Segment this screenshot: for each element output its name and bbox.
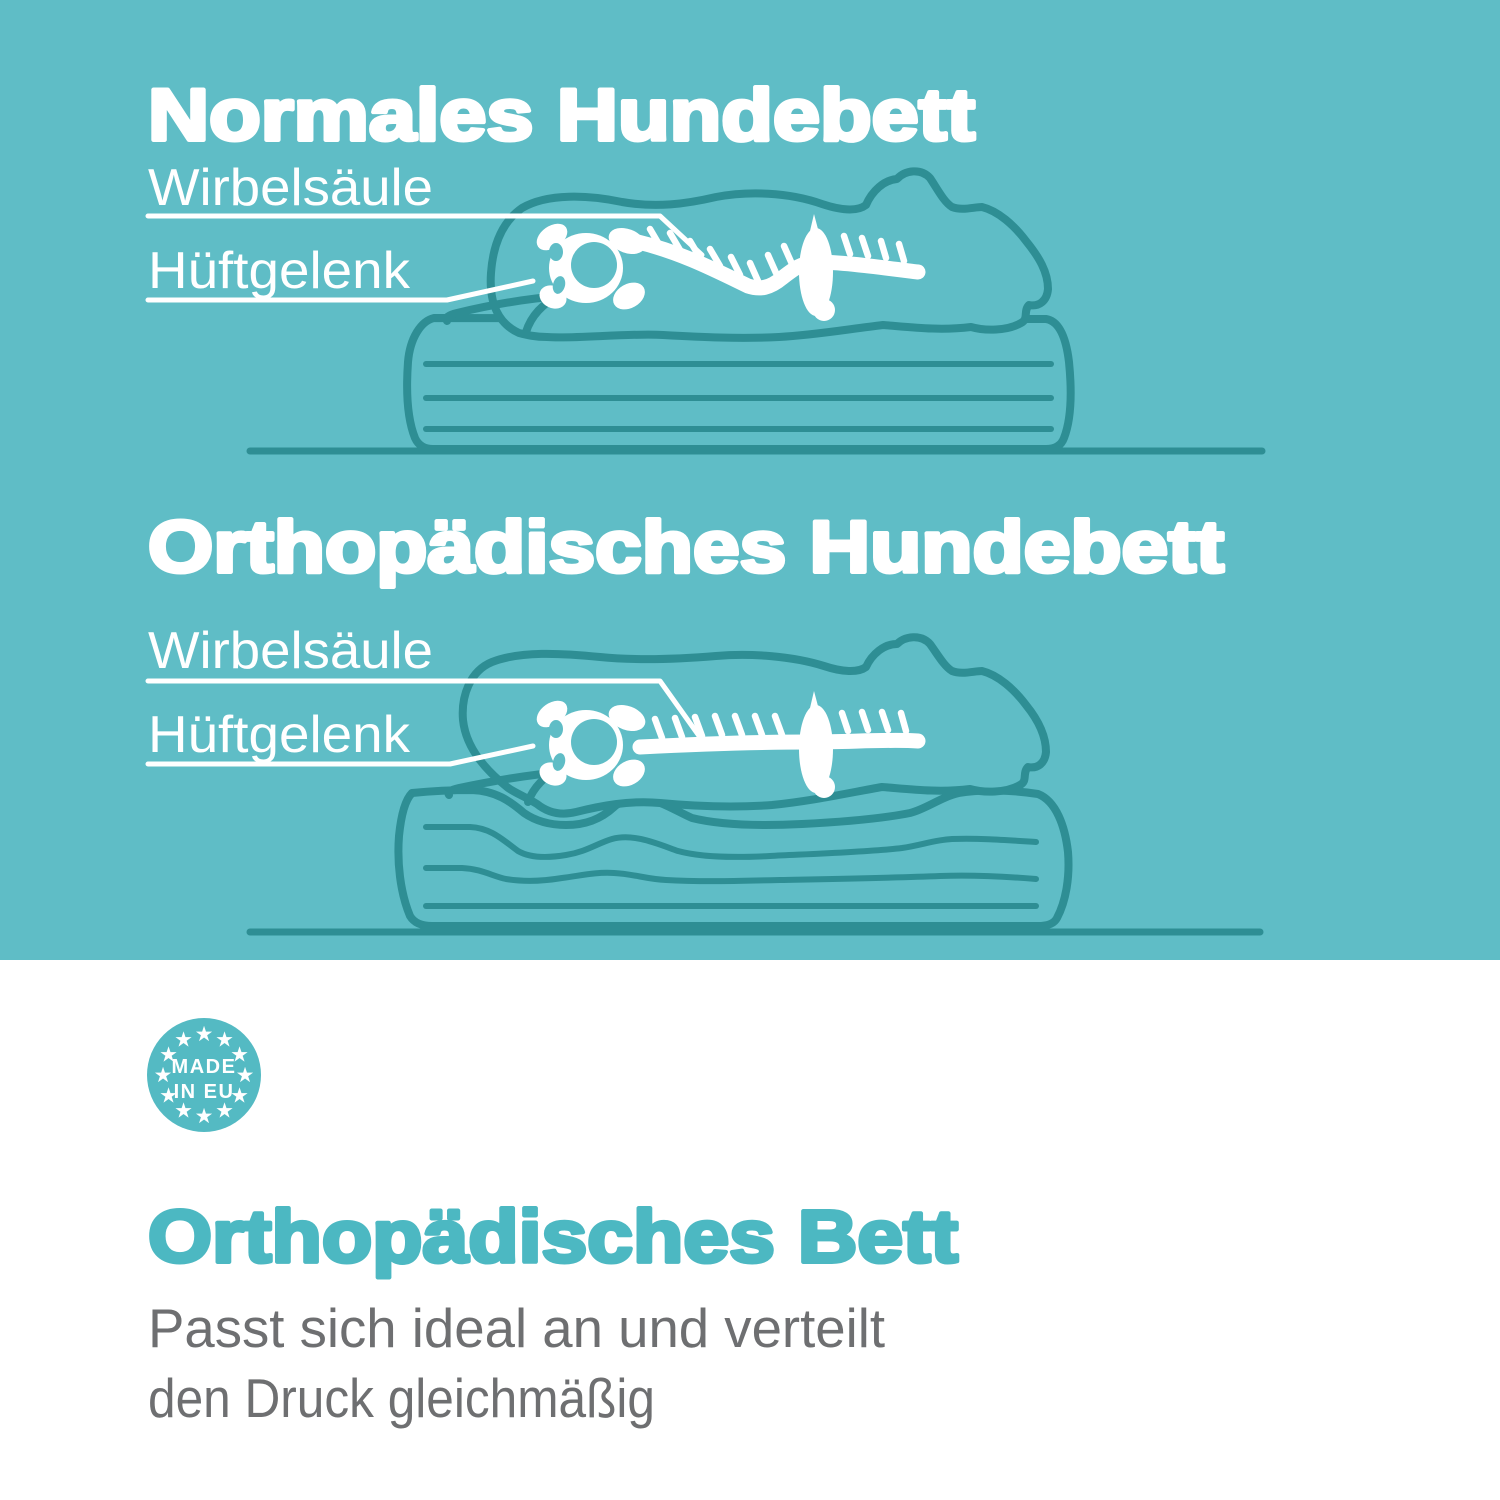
- star-icon: ★: [215, 1027, 234, 1052]
- spine-label-normal: Wirbelsäule: [148, 159, 433, 217]
- star-icon: ★: [153, 1063, 173, 1087]
- star-icon: ★: [159, 1083, 178, 1108]
- star-icon: ★: [159, 1042, 178, 1067]
- star-icon: ★: [174, 1098, 193, 1123]
- badge-text-line1: MADE: [171, 1056, 237, 1078]
- star-icon: ★: [174, 1027, 193, 1052]
- spine-bone: [640, 740, 918, 747]
- footer-description-line-1: Passt sich ideal an und verteilt: [148, 1297, 885, 1359]
- made-in-eu-badge: [147, 1018, 261, 1132]
- star-icon: ★: [230, 1042, 249, 1067]
- footer-description-line-2: den Druck gleichmäßig: [148, 1367, 655, 1429]
- star-icon: ★: [230, 1083, 249, 1108]
- badge-text-line2: IN EU: [173, 1081, 235, 1103]
- spine-label-ortho: Wirbelsäule: [148, 622, 433, 680]
- footer-title: Orthopädisches Bett: [148, 1195, 959, 1278]
- hip-label-ortho: Hüftgelenk: [148, 706, 412, 764]
- star-icon: ★: [235, 1063, 255, 1087]
- star-icon: ★: [215, 1098, 234, 1123]
- hip-label-normal: Hüftgelenk: [148, 242, 412, 300]
- star-icon: ★: [194, 1104, 214, 1128]
- ortho-bed-title: Orthopädisches Hundebett: [148, 507, 1224, 588]
- normal-bed-title: Normales Hundebett: [148, 75, 975, 156]
- star-icon: ★: [194, 1022, 214, 1046]
